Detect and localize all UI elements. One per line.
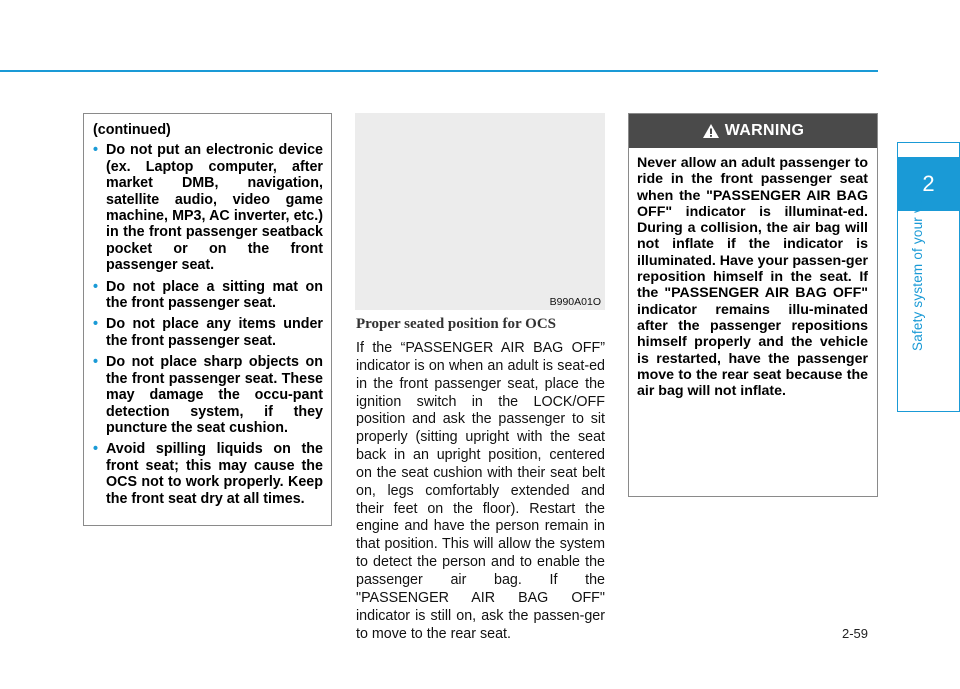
bullet-item: • Avoid spilling liquids on the front seat; this may cause the OCS not to work properly. Keep the front seat dry at all times. [93,441,323,507]
bullet-dot-icon: • [93,316,99,333]
section-paragraph: If the “PASSENGER AIR BAG OFF” indicator is on when an adult is seat-ed in the front passenger seat, place the ignition switch in the LOCK/OFF position and ask the passenger to sit properly (sitting upright with the seat back in an upright position, centered on the seat cushion with their seat belt on, legs comfortably extended and their feet on the floor). Restart the engine and have the person remain in that position. This will allow the system to detect the person and to enable the passenger air bag. If the "PASSENGER AIR BAG OFF" indicator is still on, ask the passen-ger to move to the rear seat. [356,340,605,642]
bullet-dot-icon: • [93,354,99,371]
warning-header [629,114,877,148]
chapter-number: 2 [898,157,959,211]
figure-code: B990A01O [549,296,601,308]
chapter-side-tab [897,142,960,412]
bullet-item: • Do not place sharp objects on the front passenger seat. These may damage the occu-pant detection system, if they puncture the seat cushion. [93,354,323,436]
bullet-item: • Do not put an electronic device (ex. Laptop computer, after market DMB, navigation, satellite audio, video game machine, MP3, AC inverter, etc.) in the front passenger seatback pocket or on the front passenger seat. [93,142,323,274]
bullet-dot-icon: • [93,142,99,159]
warning-triangle-icon [702,123,720,139]
continued-caution-box [83,113,332,526]
illustration-placeholder [355,113,605,310]
bullet-item: • Do not place any items under the front passenger seat. [93,316,323,349]
bullet-dot-icon: • [93,441,99,458]
bullet-item: • Do not place a sitting mat on the front passenger seat. [93,278,323,312]
section-heading: Proper seated position for OCS [356,316,557,332]
header-rule [0,70,878,72]
page-number: 2-59 [842,626,869,641]
bullet-dot-icon: • [93,278,99,295]
warning-title: WARNING [724,122,805,139]
chapter-label: Safety system of your vehicle [910,169,925,351]
warning-text: Never allow an adult passenger to ride in the front passenger seat when the "PASSENGER AIR BAG OFF" indicator is illuminat-ed. During a collision, the air bag will not inflate if the indicator is illuminated. Have your passen-ger reposition himself in the seat. If the "PASSENGER AIR BAG OFF" indicator remains illu-minated after the passenger repositions himself properly and the vehicle is restarted, have the passenger move to the rear seat because the air bag will not inflate. [637,155,869,400]
continued-label: (continued) [93,122,171,138]
warning-box [628,113,878,497]
